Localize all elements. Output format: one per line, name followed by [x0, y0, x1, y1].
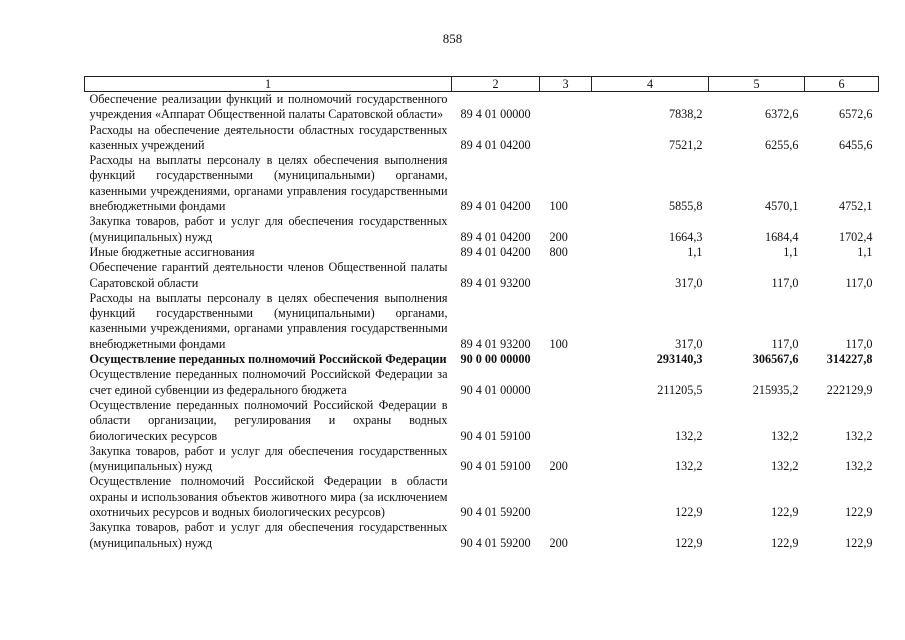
row-name: Закупка товаров, работ и услуг для обеспечения государственных (муниципальных) нужд — [89, 214, 448, 244]
table-row — [85, 123, 879, 154]
row-name: Расходы на выплаты персоналу в целях обеспечения выполнения функций государственными (муниципальными) органами, казенными учреждениями, органами управления государственными внебюджетными фондами — [89, 153, 448, 214]
row-amount-col4: 1,1 — [687, 244, 703, 259]
row-amount-col4: 7838,2 — [668, 107, 703, 122]
row-amount-col5: 117,0 — [771, 336, 799, 351]
table-row — [85, 520, 879, 551]
row-amount-col4: 132,2 — [675, 459, 703, 474]
table-header-row — [85, 77, 879, 92]
table-row — [85, 153, 879, 214]
column-header: 5 — [709, 77, 805, 92]
row-amount-col6: 132,2 — [845, 459, 873, 474]
table-row — [85, 245, 879, 260]
row-amount-col4: 211205,5 — [657, 382, 703, 397]
column-header: 4 — [592, 77, 709, 92]
table-row — [85, 444, 879, 475]
table-row — [85, 214, 879, 245]
column-header: 2 — [452, 77, 540, 92]
row-amount-col6: 1702,4 — [838, 229, 873, 244]
row-name: Осуществление переданных полномочий Российской Федерации за счет единой субвенции из федерального бюджета — [89, 367, 448, 397]
row-amount-col6: 1,1 — [857, 244, 873, 259]
row-name: Осуществление переданных полномочий Российской Федерации в области организации, регулирования и охраны водных биологических ресурсов — [89, 397, 448, 443]
row-amount-col4: 7521,2 — [668, 137, 703, 152]
row-expense-type — [540, 474, 592, 520]
row-amount-col6: 117,0 — [845, 275, 873, 290]
table-row — [85, 474, 879, 520]
row-expense-type — [540, 92, 592, 123]
row-code: 89 4 01 93200 — [460, 275, 531, 290]
row-code: 90 4 01 00000 — [460, 382, 531, 397]
row-amount-col4: 317,0 — [675, 336, 703, 351]
row-code: 89 4 01 93200 — [460, 336, 531, 351]
row-expense-type: 100 — [549, 199, 568, 214]
row-expense-type — [540, 367, 592, 398]
row-amount-col4: 293140,3 — [656, 352, 703, 367]
row-amount-col4: 132,2 — [675, 428, 703, 443]
row-code: 89 4 01 04200 — [460, 199, 531, 214]
row-expense-type — [540, 352, 592, 367]
row-amount-col5: 215935,2 — [752, 382, 799, 397]
row-amount-col6: 132,2 — [845, 428, 873, 443]
row-amount-col6: 222129,9 — [826, 382, 873, 397]
row-code: 89 4 01 04200 — [460, 137, 531, 152]
table-row — [85, 367, 879, 398]
row-amount-col5: 122,9 — [771, 505, 799, 520]
row-code: 89 4 01 04200 — [460, 229, 531, 244]
row-amount-col5: 1684,4 — [764, 229, 799, 244]
row-amount-col5: 6372,6 — [764, 107, 799, 122]
row-amount-col6: 4752,1 — [838, 199, 873, 214]
row-amount-col4: 122,9 — [675, 505, 703, 520]
column-header: 3 — [540, 77, 592, 92]
table-row — [85, 398, 879, 444]
table-row — [85, 92, 879, 123]
row-amount-col5: 306567,6 — [752, 352, 799, 367]
row-code: 90 4 01 59200 — [460, 505, 531, 520]
row-amount-col4: 5855,8 — [668, 199, 703, 214]
row-code: 89 4 01 04200 — [460, 244, 531, 259]
row-amount-col6: 314227,8 — [826, 352, 873, 367]
row-name: Расходы на выплаты персоналу в целях обеспечения выполнения функций государственными (муниципальными) органами, казенными учреждениями, органами управления государственными внебюджетными фондами — [89, 290, 448, 351]
row-expense-type: 200 — [549, 229, 568, 244]
row-name: Закупка товаров, работ и услуг для обеспечения государственных (муниципальных) нужд — [89, 520, 448, 550]
row-name: Закупка товаров, работ и услуг для обеспечения государственных (муниципальных) нужд — [89, 443, 448, 474]
row-amount-col6: 122,9 — [845, 535, 873, 550]
row-name: Расходы на обеспечение деятельности областных государственных казенных учреждений — [89, 122, 448, 152]
column-header: 1 — [85, 77, 452, 92]
row-amount-col4: 317,0 — [675, 275, 703, 290]
row-name: Обеспечение гарантий деятельности членов Общественной палаты Саратовской области — [89, 260, 448, 290]
row-expense-type: 200 — [549, 459, 568, 474]
table-row — [85, 352, 879, 367]
row-expense-type — [540, 123, 592, 154]
row-expense-type: 800 — [549, 244, 568, 259]
row-code: 90 4 01 59100 — [460, 428, 531, 443]
row-amount-col5: 132,2 — [771, 428, 799, 443]
table-row — [85, 260, 879, 291]
row-amount-col6: 117,0 — [845, 336, 873, 351]
row-name: Обеспечение реализации функций и полномочий государственного учреждения «Аппарат Общественной палаты Саратовской области» — [89, 92, 448, 122]
page-number: 858 — [442, 31, 463, 46]
budget-table — [84, 76, 879, 551]
row-name: Иные бюджетные ассигнования — [89, 244, 255, 259]
row-expense-type — [540, 260, 592, 291]
row-expense-type: 100 — [549, 336, 568, 351]
row-amount-col4: 1664,3 — [668, 229, 703, 244]
row-amount-col5: 117,0 — [771, 275, 799, 290]
row-amount-col6: 6572,6 — [838, 107, 873, 122]
row-name: Осуществление полномочий Российской Федерации в области охраны и использования объектов животного мира (за исключением охотничьих ресурсов и водных биологических ресурсов) — [89, 474, 448, 520]
row-amount-col5: 6255,6 — [764, 137, 799, 152]
row-amount-col5: 122,9 — [771, 535, 799, 550]
row-expense-type: 200 — [549, 535, 568, 550]
row-amount-col5: 1,1 — [783, 244, 799, 259]
column-header: 6 — [805, 77, 879, 92]
row-amount-col6: 122,9 — [845, 505, 873, 520]
row-amount-col5: 4570,1 — [764, 199, 799, 214]
row-amount-col6: 6455,6 — [838, 137, 873, 152]
row-amount-col4: 122,9 — [675, 535, 703, 550]
table-row — [85, 291, 879, 352]
row-code: 90 4 01 59100 — [460, 459, 531, 474]
row-code: 90 0 00 00000 — [460, 352, 531, 367]
row-name: Осуществление переданных полномочий Российской Федерации — [89, 352, 447, 367]
row-code: 90 4 01 59200 — [460, 535, 531, 550]
row-amount-col5: 132,2 — [771, 459, 799, 474]
row-code: 89 4 01 00000 — [460, 107, 531, 122]
row-expense-type — [540, 398, 592, 444]
